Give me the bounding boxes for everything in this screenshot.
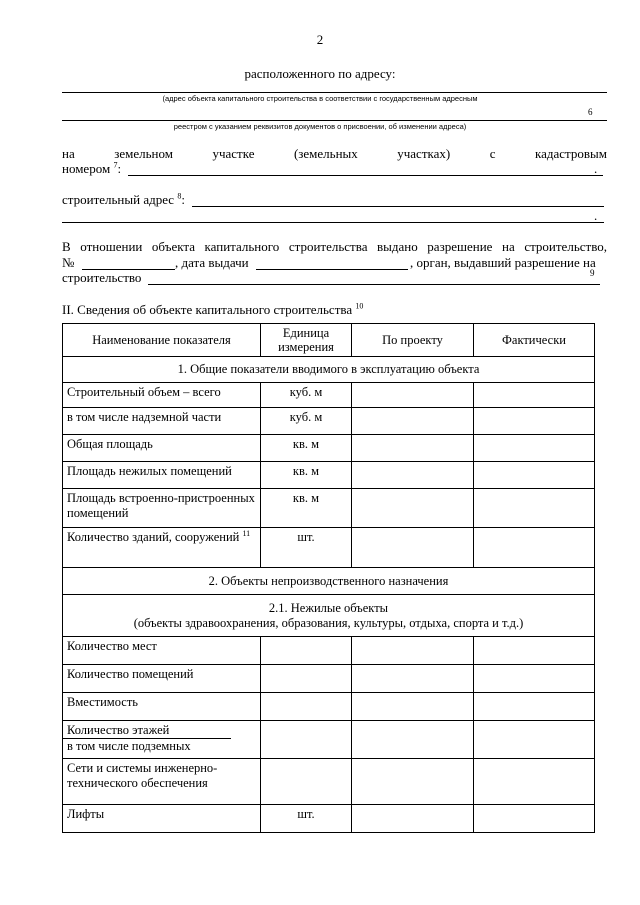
project-value-cell[interactable] — [352, 637, 474, 665]
group-1-title: 1. Общие показатели вводимого в эксплуатацию объекта — [63, 357, 595, 383]
actual-value-cell[interactable] — [474, 665, 595, 693]
address-note-1: (адрес объекта капитального строительства в соответствии с государственным адресным — [162, 94, 478, 103]
table-row — [63, 408, 595, 435]
table-row — [63, 528, 595, 568]
actual-value-cell[interactable] — [474, 528, 595, 568]
land-plot-word: участке — [212, 146, 255, 161]
project-value-cell[interactable] — [352, 435, 474, 462]
build-address-label: строительный адрес $^8$: — [62, 191, 185, 207]
row-name: Сети и системы инженерно-технического обеспечения — [63, 759, 261, 805]
actual-value-cell[interactable] — [474, 489, 595, 528]
row-name: Площадь встроенно-пристроенных помещений — [63, 489, 261, 528]
row-unit: кв. м — [261, 435, 352, 462]
table-row — [63, 693, 595, 721]
page-number: 2 — [316, 32, 324, 47]
project-value-cell[interactable] — [352, 759, 474, 805]
land-plot-word: на — [62, 146, 75, 161]
row-name: Строительный объем – всего — [63, 383, 261, 408]
build-address-line-2[interactable] — [62, 222, 604, 223]
project-value-cell[interactable] — [352, 383, 474, 408]
group-21-title: 2.1. Нежилые объекты (объекты здравоохранения, образования, культуры, отдыха, спорта и т.д.) — [63, 595, 595, 637]
actual-value-cell[interactable] — [474, 435, 595, 462]
table-row — [63, 665, 595, 693]
build-address-line-1[interactable] — [192, 206, 604, 207]
row-name: Лифты — [63, 805, 261, 833]
group-2-title: 2. Объекты непроизводственного назначения — [63, 568, 595, 595]
header-unit: Единица измерения — [261, 324, 352, 357]
header-project: По проекту — [352, 324, 474, 357]
group-21-row — [63, 595, 595, 637]
actual-value-cell[interactable] — [474, 805, 595, 833]
permit-date-line[interactable] — [256, 269, 408, 270]
group-1-row — [63, 357, 595, 383]
row-name: в том числе надземной части — [63, 408, 261, 435]
actual-value-cell[interactable] — [474, 721, 595, 759]
permit-date-label: , дата выдачи — [175, 255, 249, 270]
actual-value-cell[interactable] — [474, 637, 595, 665]
permit-organ-line[interactable] — [148, 284, 600, 285]
address-line-1 — [62, 92, 607, 93]
land-plot-word: с — [489, 146, 496, 161]
project-value-cell[interactable] — [352, 462, 474, 489]
row-unit — [261, 693, 352, 721]
row-unit — [261, 759, 352, 805]
land-plot-line — [62, 146, 607, 162]
row-name: Площадь нежилых помещений — [63, 462, 261, 489]
table-row — [63, 489, 595, 528]
actual-value-cell[interactable] — [474, 693, 595, 721]
address-line-2 — [62, 120, 607, 121]
section-2-title: II. Сведения об объекте капитального строительства $^{10}$ — [62, 301, 364, 317]
header-actual: Фактически — [474, 324, 595, 357]
row-unit: куб. м — [261, 408, 352, 435]
actual-value-cell[interactable] — [474, 408, 595, 435]
land-plot-word: кадастровым — [534, 146, 607, 161]
project-value-cell[interactable] — [352, 408, 474, 435]
row-unit: кв. м — [261, 489, 352, 528]
actual-value-cell[interactable] — [474, 383, 595, 408]
row-unit: шт. — [261, 528, 352, 568]
permit-organ-label: , орган, выдавший разрешение на — [410, 255, 596, 270]
cadastral-label: номером $^7$: — [62, 160, 122, 176]
table-row — [63, 637, 595, 665]
row-unit — [261, 637, 352, 665]
permit-no-label: № — [62, 255, 75, 270]
land-plot-word: (земельных — [293, 146, 358, 161]
address-note-2: реестром с указанием реквизитов документов о присвоении, об изменении адреса) — [173, 122, 467, 131]
project-value-cell[interactable] — [352, 805, 474, 833]
land-plot-word: земельном — [114, 146, 173, 161]
project-value-cell[interactable] — [352, 721, 474, 759]
cadastral-input-line[interactable] — [128, 175, 603, 176]
row-name: Количество помещений — [63, 665, 261, 693]
actual-value-cell[interactable] — [474, 462, 595, 489]
group-2-row — [63, 568, 595, 595]
permit-line-1: В отношении объекта капитального строительства выдано разрешение на строительство, — [62, 239, 607, 254]
row-name: Количество зданий, сооружений $^{11}$ — [63, 528, 261, 568]
table-row — [63, 759, 595, 805]
project-value-cell[interactable] — [352, 489, 474, 528]
row-name-floors: Количество этажей в том числе подземных — [63, 721, 261, 759]
row-unit — [261, 721, 352, 759]
object-info-table — [62, 323, 595, 833]
header-indicator: Наименование показателя — [63, 324, 261, 357]
project-value-cell[interactable] — [352, 528, 474, 568]
table-header-row — [63, 324, 595, 357]
row-unit — [261, 665, 352, 693]
row-name: Вместимость — [63, 693, 261, 721]
project-value-cell[interactable] — [352, 665, 474, 693]
land-plot-word: участках) — [397, 146, 451, 161]
actual-value-cell[interactable] — [474, 759, 595, 805]
row-name: Общая площадь — [63, 435, 261, 462]
row-unit: шт. — [261, 805, 352, 833]
table-row — [63, 435, 595, 462]
permit-line-3: строительство — [62, 270, 142, 285]
row-name: Количество мест — [63, 637, 261, 665]
build-address-end: . — [594, 208, 598, 223]
table-row — [63, 383, 595, 408]
footnote-9: 9 — [590, 268, 595, 278]
table-row — [63, 721, 595, 759]
cadastral-end: . — [594, 161, 598, 176]
address-header: расположенного по адресу: — [244, 66, 396, 81]
table-row — [63, 462, 595, 489]
project-value-cell[interactable] — [352, 693, 474, 721]
row-unit: куб. м — [261, 383, 352, 408]
footnote-6: 6 — [588, 107, 593, 117]
table-row — [63, 805, 595, 833]
row-unit: кв. м — [261, 462, 352, 489]
